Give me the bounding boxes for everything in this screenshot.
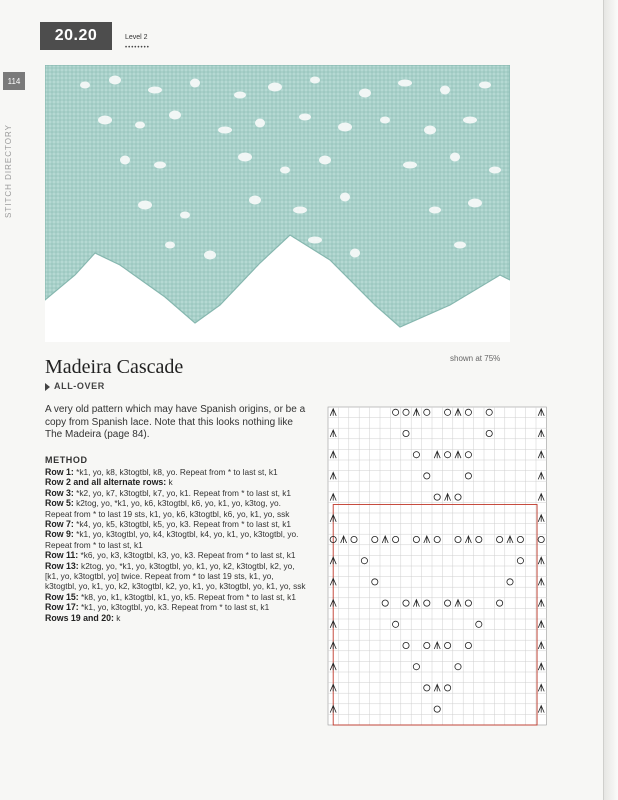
pattern-category xyxy=(45,381,105,391)
row-instruction xyxy=(45,488,307,498)
row-text: *k6, yo, k3, k3togtbl, k3, yo, k3. Repeat from * to last st, k1 xyxy=(78,550,296,561)
book-spine xyxy=(603,0,618,800)
lace-hole xyxy=(204,251,216,260)
lace-hole xyxy=(190,79,200,88)
row-instruction xyxy=(45,498,307,519)
lace-hole xyxy=(165,242,175,249)
lace-hole xyxy=(280,167,290,174)
row-label: Row 1: xyxy=(45,467,74,477)
lace-hole xyxy=(109,76,121,85)
lace-hole xyxy=(424,126,436,135)
section-tab: STITCH DIRECTORY xyxy=(4,124,13,218)
row-instruction xyxy=(45,613,307,623)
row-label: Row 2 and all alternate rows: xyxy=(45,477,167,488)
row-label: Row 9: xyxy=(45,529,74,540)
lace-hole xyxy=(319,156,331,165)
row-label: Row 3: xyxy=(45,487,74,498)
row-label: Row 15: xyxy=(45,591,79,602)
row-text: *k4, yo, k5, k3togtbl, k5, yo, k3. Repeat from * to last st, k1 xyxy=(73,519,292,530)
lace-hole xyxy=(429,207,441,214)
row-instruction xyxy=(45,467,307,477)
lace-hole xyxy=(454,242,466,249)
row-instruction xyxy=(45,561,307,592)
row-instruction xyxy=(45,477,307,487)
lace-hole xyxy=(169,111,181,120)
lace-hole xyxy=(338,123,352,132)
stitch-number-badge: 20.20 xyxy=(40,22,112,50)
lace-hole xyxy=(440,86,450,95)
row-instruction xyxy=(45,592,307,602)
row-instruction xyxy=(45,602,307,612)
lace-swatch-photo xyxy=(45,65,510,342)
lace-hole xyxy=(403,162,417,169)
lace-hole xyxy=(120,156,130,165)
row-text: *k1, yo, k3togtbl, yo, k3. Repeat from * to last st, k1 xyxy=(78,602,270,613)
row-label: Row 5: xyxy=(45,498,74,509)
lace-hole xyxy=(463,117,477,124)
method-rows xyxy=(45,467,307,623)
lace-hole xyxy=(234,92,246,99)
lace-hole xyxy=(468,199,482,208)
lace-hole xyxy=(450,153,460,162)
row-instruction xyxy=(45,519,307,529)
category-label: ALL-OVER xyxy=(54,381,105,391)
lace-hole xyxy=(238,153,252,162)
lace-hole xyxy=(180,212,190,219)
pattern-intro: A very old pattern which may have Spanish origins, or be a copy from Spanish lace. Note that this looks nothing like The Madeira (page 84). xyxy=(45,404,306,440)
lace-hole xyxy=(359,89,371,98)
lace-hole xyxy=(340,193,350,202)
row-text: k xyxy=(166,477,173,488)
lace-hole xyxy=(138,201,152,210)
row-text: *k8, yo, k1, k3togtbl, k1, yo, k5. Repeat from * to last st, k1 xyxy=(78,591,296,602)
lace-hole xyxy=(255,119,265,128)
row-label: Row 13: xyxy=(45,560,79,571)
lace-hole xyxy=(135,122,145,129)
row-text: *k1, yo, k3togtbl, yo, k4, k3togtbl, k4, yo, k1, yo, k3togtbl, yo. Repeat from * to last st, k1 xyxy=(45,529,299,550)
row-instruction xyxy=(45,550,307,560)
lace-hole xyxy=(80,82,90,89)
pattern-title: Madeira Cascade xyxy=(45,356,184,378)
lace-hole xyxy=(489,167,501,174)
lace-hole xyxy=(380,117,390,124)
method-heading: METHOD xyxy=(45,455,88,465)
lace-hole xyxy=(148,87,162,94)
row-label: Row 17: xyxy=(45,602,79,613)
difficulty-level: Level 2 xyxy=(125,34,148,41)
lace-hole xyxy=(293,207,307,214)
row-text: *k1, yo, k8, k3togtbl, k8, yo. Repeat from * to last st, k1 xyxy=(73,467,278,477)
row-label: Rows 19 and 20: xyxy=(45,612,114,623)
lace-hole xyxy=(249,196,261,205)
difficulty-dots: •••••••• xyxy=(125,45,150,51)
lace-hole xyxy=(479,82,491,89)
triangle-bullet-icon xyxy=(45,383,50,391)
lace-hole xyxy=(154,162,166,169)
lace-hole xyxy=(268,83,282,92)
lace-hole xyxy=(310,77,320,84)
row-label: Row 11: xyxy=(45,550,79,561)
row-text: *k2, yo, k7, k3togtbl, k7, yo, k1. Repeat from * to last st, k1 xyxy=(73,487,292,498)
lace-hole xyxy=(98,116,112,125)
row-text: k xyxy=(113,612,121,623)
lace-hole xyxy=(218,127,232,134)
row-label: Row 7: xyxy=(45,519,74,530)
row-text: k2tog, yo, *k1, yo, k3togtbl, yo, k1, yo, k2, k3togtbl, k2, yo, [k1, yo, k3togtbl, yo] twice. Repeat from * to last 19 sts, k1, yo, k3togtbl, yo, k1, yo, k2, k3togtbl, k2, yo, k1, yo, k3togtbl, yo, k1, yo, ssk xyxy=(45,560,306,592)
page-number: 114 xyxy=(3,72,25,90)
knitting-chart xyxy=(325,405,553,745)
row-instruction xyxy=(45,529,307,550)
row-text: k2tog, yo, *k1, yo, k6, k3togtbl, k6, yo, k1, yo, k3tog, yo. Repeat from * to last 19 sts, k1, yo, k6, k3togtbl, k6, yo, k1, yo, ssk xyxy=(45,498,290,519)
lace-hole xyxy=(299,114,311,121)
lace-hole xyxy=(350,249,360,258)
shown-scale: shown at 75% xyxy=(450,354,501,363)
lace-hole xyxy=(398,80,412,87)
lace-hole xyxy=(308,237,322,244)
